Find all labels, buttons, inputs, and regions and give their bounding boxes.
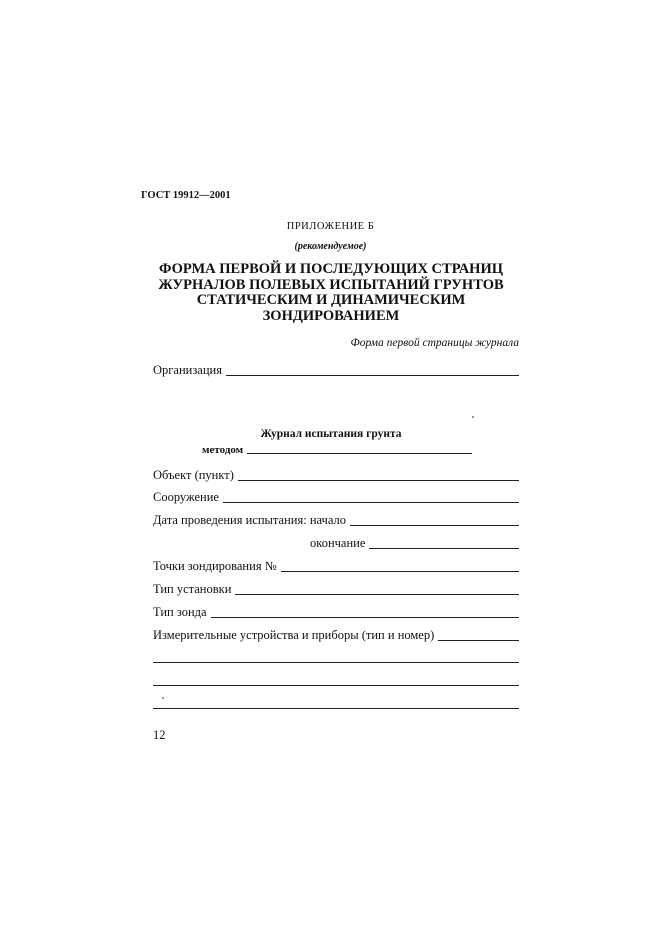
main-title-line: ЖУРНАЛОВ ПОЛЕВЫХ ИСПЫТАНИЙ ГРУНТОВ [158,276,504,293]
instruments-field[interactable] [153,627,519,643]
structure-label: Сооружение [153,490,219,504]
instruments-label: Измерительные устройства и приборы (тип и номер) [153,628,435,642]
test-date-end-blank[interactable] [369,536,519,549]
sounding-points-field[interactable] [153,558,519,574]
main-title-line: СТАТИЧЕСКИМ И ДИНАМИЧЕСКИМ [196,292,466,308]
appendix-status: (рекомендуемое) [294,241,367,252]
instruments-continuation-line[interactable] [153,685,519,686]
instruments-continuation-line[interactable] [153,662,519,663]
probe-type-blank[interactable] [211,605,519,618]
rig-type-field[interactable] [153,581,519,597]
object-blank[interactable] [238,468,519,481]
object-field[interactable] [153,467,519,483]
test-date-end-field[interactable] [310,535,519,551]
organization-label: Организация [153,363,222,377]
method-label: методом [202,444,244,456]
rig-type-label: Тип установки [153,582,232,596]
main-title-line: ФОРМА ПЕРВОЙ И ПОСЛЕДУЮЩИХ СТРАНИЦ [158,261,504,277]
sounding-points-label: Точки зондирования № [153,559,277,573]
instruments-continuation-line[interactable] [153,708,519,709]
main-title [141,262,521,324]
sounding-points-blank[interactable] [281,559,519,572]
scan-speck [472,416,474,418]
main-title-line: ЗОНДИРОВАНИЕМ [262,307,400,324]
journal-title: Журнал испытания грунта [260,428,402,440]
structure-field[interactable] [153,489,519,505]
page-number: 12 [153,728,166,742]
probe-type-label: Тип зонда [153,605,207,619]
structure-blank[interactable] [223,490,519,503]
instruments-blank[interactable] [438,628,519,641]
method-field[interactable] [202,440,472,456]
rig-type-blank[interactable] [235,582,519,595]
test-date-start-field[interactable] [153,512,519,528]
object-label: Объект (пункт) [153,468,234,482]
organization-blank[interactable] [226,363,519,376]
appendix-label: ПРИЛОЖЕНИЕ Б [286,221,375,232]
test-date-start-label: Дата проведения испытания: начало [153,513,346,527]
test-date-end-label: окончание [310,536,366,550]
probe-type-field[interactable] [153,604,519,620]
method-blank[interactable] [247,441,472,454]
scan-speck [162,697,164,699]
form-caption: Форма первой страницы журнала [350,337,519,349]
test-date-start-blank[interactable] [350,513,519,526]
standard-code: ГОСТ 19912—2001 [141,190,231,201]
organization-field[interactable] [153,362,519,378]
